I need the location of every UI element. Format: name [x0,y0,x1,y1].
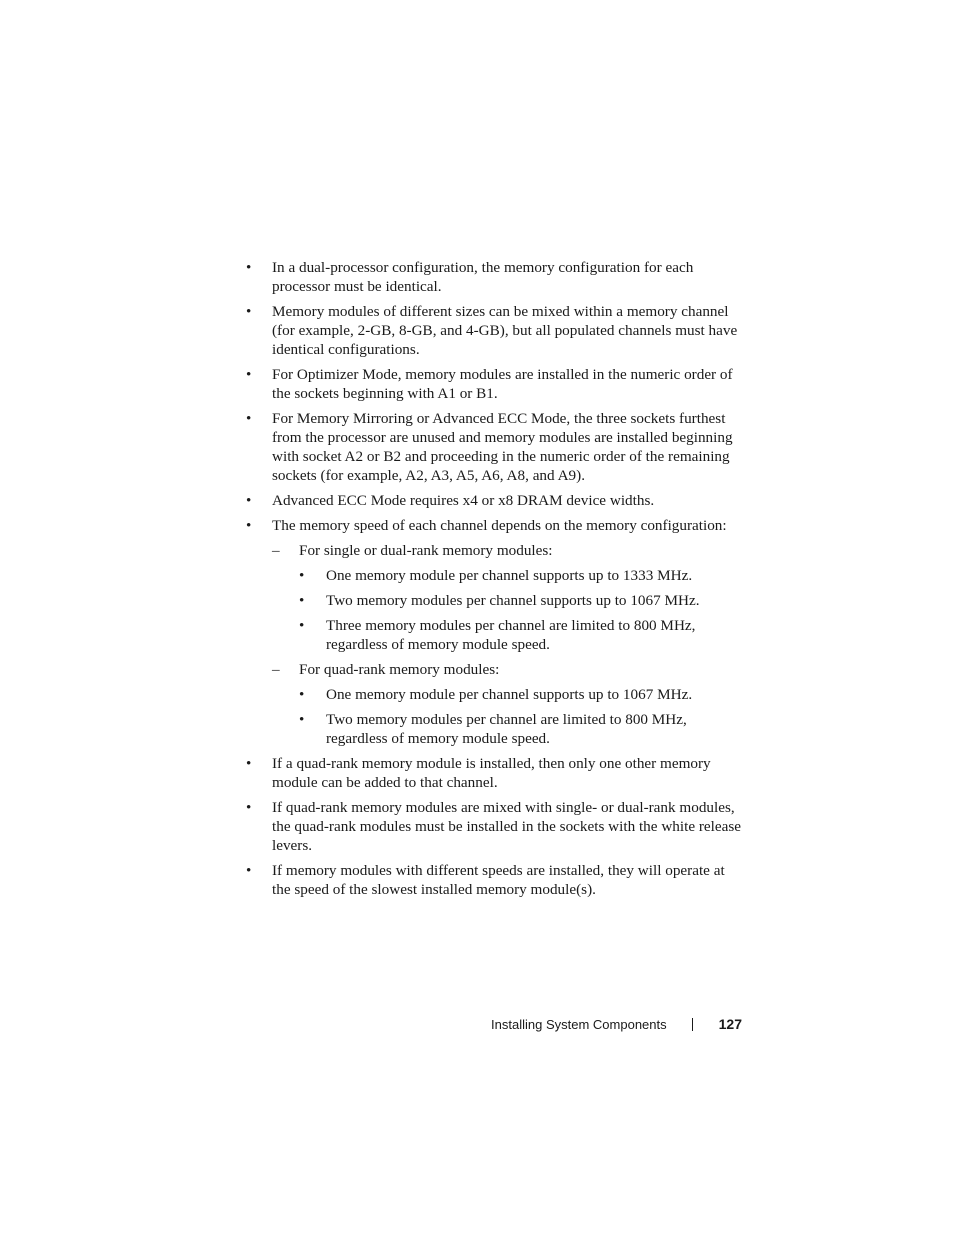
list-item-text: Advanced ECC Mode requires x4 or x8 DRAM device widths. [272,492,655,509]
main-content [246,258,746,905]
list-item [246,258,746,296]
list-item-text: In a dual-processor configuration, the memory configuration for each processor must be identical. [272,259,694,295]
list-item-memory-speed [246,516,746,748]
nested-list-item [299,566,746,585]
nested-list-item-text: Two memory modules per channel are limited to 800 MHz, regardless of memory module speed. [326,711,687,747]
bullet-icon: • [299,592,305,609]
memory-guidelines-list [246,258,746,899]
bullet-icon: • [246,862,252,879]
bullet-icon: • [246,303,252,320]
list-item [246,302,746,359]
dash-icon: – [272,661,280,678]
list-item [246,861,746,899]
bullet-icon: • [246,517,252,534]
dash-icon: – [272,542,280,559]
bullet-icon: • [246,410,252,427]
page-footer [420,1014,742,1035]
footer-divider [692,1018,693,1031]
list-item-text: For Memory Mirroring or Advanced ECC Mode, the three sockets furthest from the processor are unused and memory modules are installed beginning with socket A2 or B2 and proceeding in the numeric order of the remaining sockets (for example, A2, A3, A5, A6, A8, and A9). [272,410,733,484]
nested-list-item-text: One memory module per channel supports up to 1067 MHz. [326,686,693,703]
bullet-icon: • [299,711,305,728]
list-item-text: If quad-rank memory modules are mixed with single- or dual-rank modules, the quad-rank modules must be installed in the sockets with the white release levers. [272,799,742,854]
list-item [246,409,746,485]
list-item [246,798,746,855]
nested-list-item-text: One memory module per channel supports up to 1333 MHz. [326,567,693,584]
quad-rank-speed-list [299,685,746,748]
sublist-item-text: For single or dual-rank memory modules: [299,542,553,559]
sublist-item-text: For quad-rank memory modules: [299,661,500,678]
page-number: 127 [718,1016,742,1032]
footer-section-title: Installing System Components [491,1017,667,1032]
nested-list-item-text: Three memory modules per channel are limited to 800 MHz, regardless of memory module speed. [326,617,696,653]
bullet-icon: • [246,799,252,816]
bullet-icon: • [299,686,305,703]
single-dual-rank-speed-list [299,566,746,654]
list-item [246,365,746,403]
bullet-icon: • [246,366,252,383]
memory-speed-sublist [272,541,746,748]
list-item [246,754,746,792]
list-item-text: The memory speed of each channel depends on the memory configuration: [272,517,727,534]
list-item-text: Memory modules of different sizes can be mixed within a memory channel (for example, 2-GB, 8-GB, and 4-GB), but all populated channels must have identical configurations. [272,303,738,358]
nested-list-item [299,616,746,654]
nested-list-item [299,710,746,748]
bullet-icon: • [246,492,252,509]
nested-list-item [299,591,746,610]
list-item-text: If a quad-rank memory module is installed, then only one other memory module can be added to that channel. [272,755,711,791]
bullet-icon: • [246,259,252,276]
nested-list-item [299,685,746,704]
list-item-text: If memory modules with different speeds are installed, they will operate at the speed of the slowest installed memory module(s). [272,862,725,898]
bullet-icon: • [246,755,252,772]
bullet-icon: • [299,617,305,634]
sublist-item-quad-rank [272,660,746,748]
list-item-text: For Optimizer Mode, memory modules are installed in the numeric order of the sockets beginning with A1 or B1. [272,366,733,402]
sublist-item-single-dual-rank [272,541,746,654]
bullet-icon: • [299,567,305,584]
nested-list-item-text: Two memory modules per channel supports up to 1067 MHz. [326,592,700,609]
list-item [246,491,746,510]
